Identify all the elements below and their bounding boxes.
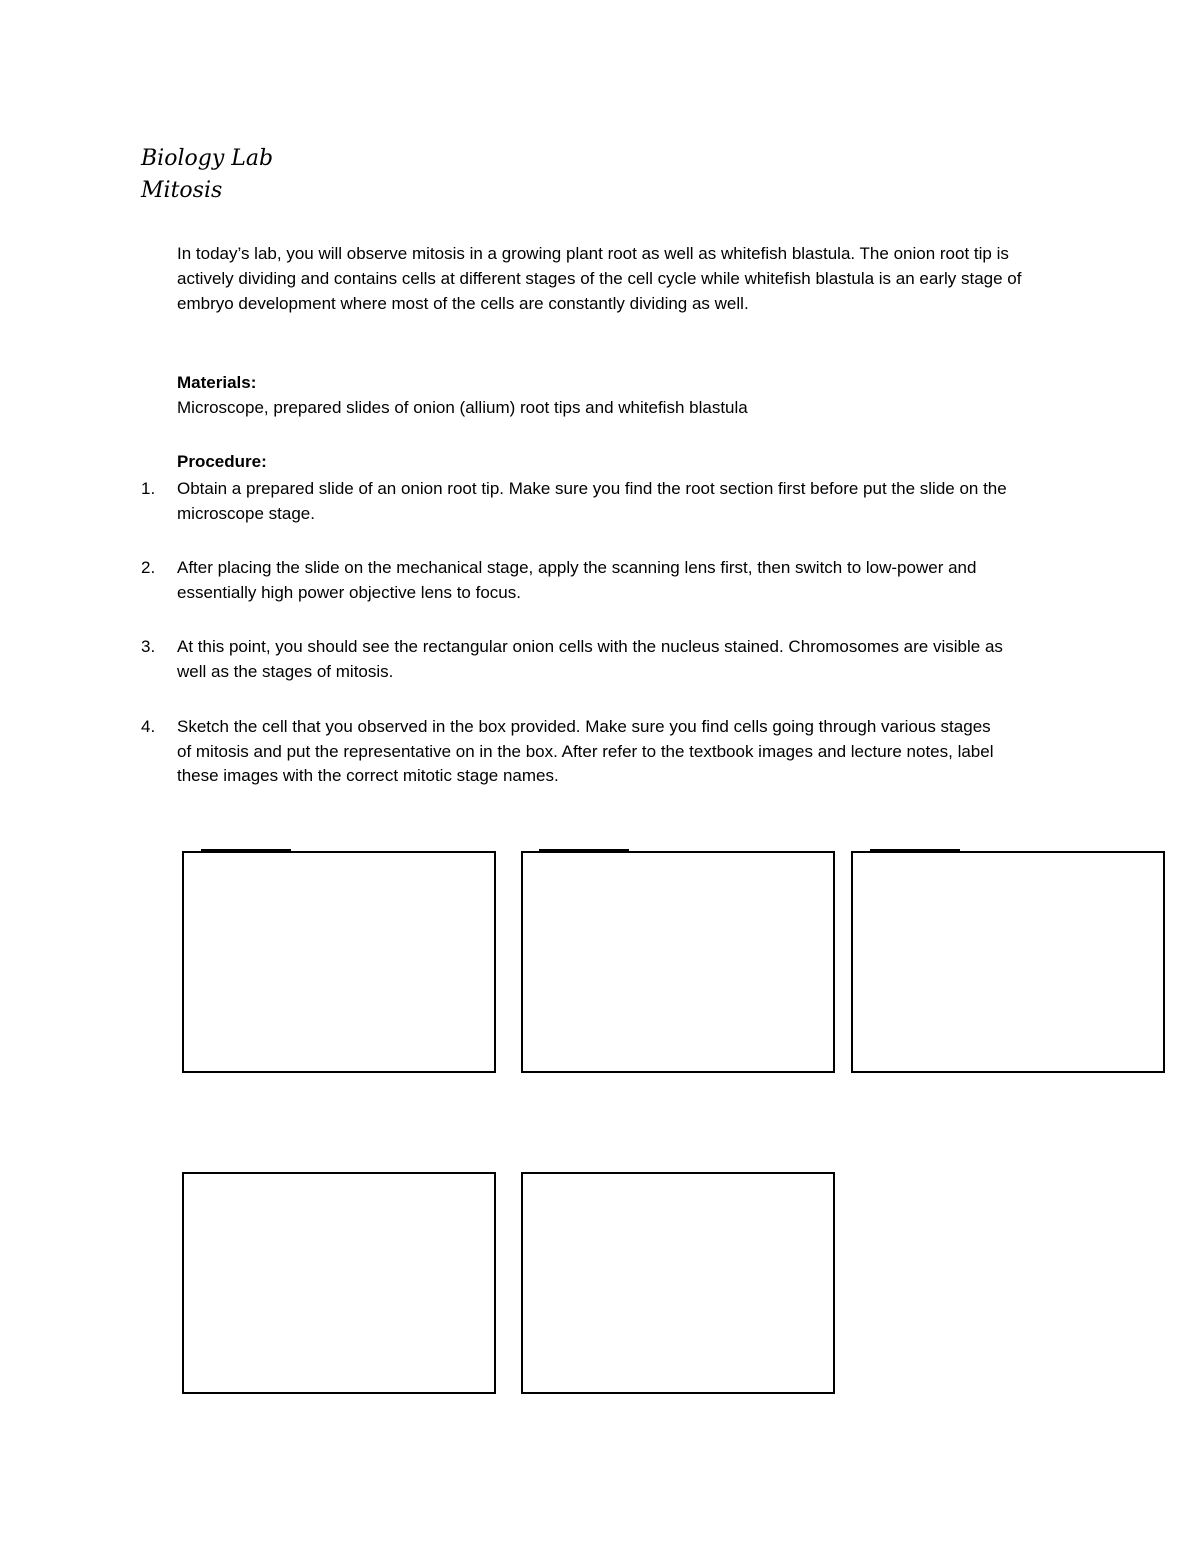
document-subtitle: Mitosis xyxy=(141,178,223,203)
step-number: 1. xyxy=(141,479,156,498)
procedure-heading: Procedure: xyxy=(177,452,267,471)
step-number: 4. xyxy=(141,717,156,736)
intro-paragraph: In today’s lab, you will observe mitosis in a growing plant root as well as whitefish blastula. The onion root tip is actively dividing and contains cells at different stages of the cell cycle while whitefish blastula is an early stage of embryo development where most of the cells are constantly dividing as well. xyxy=(177,244,1022,313)
sketch-box-1[interactable] xyxy=(182,851,496,1073)
materials-heading: Materials: xyxy=(177,373,257,392)
step-number: 3. xyxy=(141,637,156,656)
sketch-box-2[interactable] xyxy=(521,851,835,1073)
step-text: Sketch the cell that you observed in the box provided. Make sure you find cells going through various stages of mitosis and put the representative on in the box. After refer to the textbook images and lecture notes, label these images with the correct mitotic stage names. xyxy=(177,717,994,785)
materials-text: Microscope, prepared slides of onion (allium) root tips and whitefish blastula xyxy=(177,398,748,417)
sketch-box-3[interactable] xyxy=(851,851,1165,1073)
step-number: 2. xyxy=(141,558,156,577)
step-text: At this point, you should see the rectangular onion cells with the nucleus stained. Chromosomes are visible as well as the stages of mitosis. xyxy=(177,637,1003,681)
sketch-box-4[interactable] xyxy=(182,1172,496,1394)
step-text: After placing the slide on the mechanical stage, apply the scanning lens first, then switch to low-power and essentially high power objective lens to focus. xyxy=(177,558,977,602)
step-text: Obtain a prepared slide of an onion root tip. Make sure you find the root section first before put the slide on the microscope stage. xyxy=(177,479,1007,523)
document-title: Biology Lab xyxy=(141,146,274,171)
sketch-box-5[interactable] xyxy=(521,1172,835,1394)
